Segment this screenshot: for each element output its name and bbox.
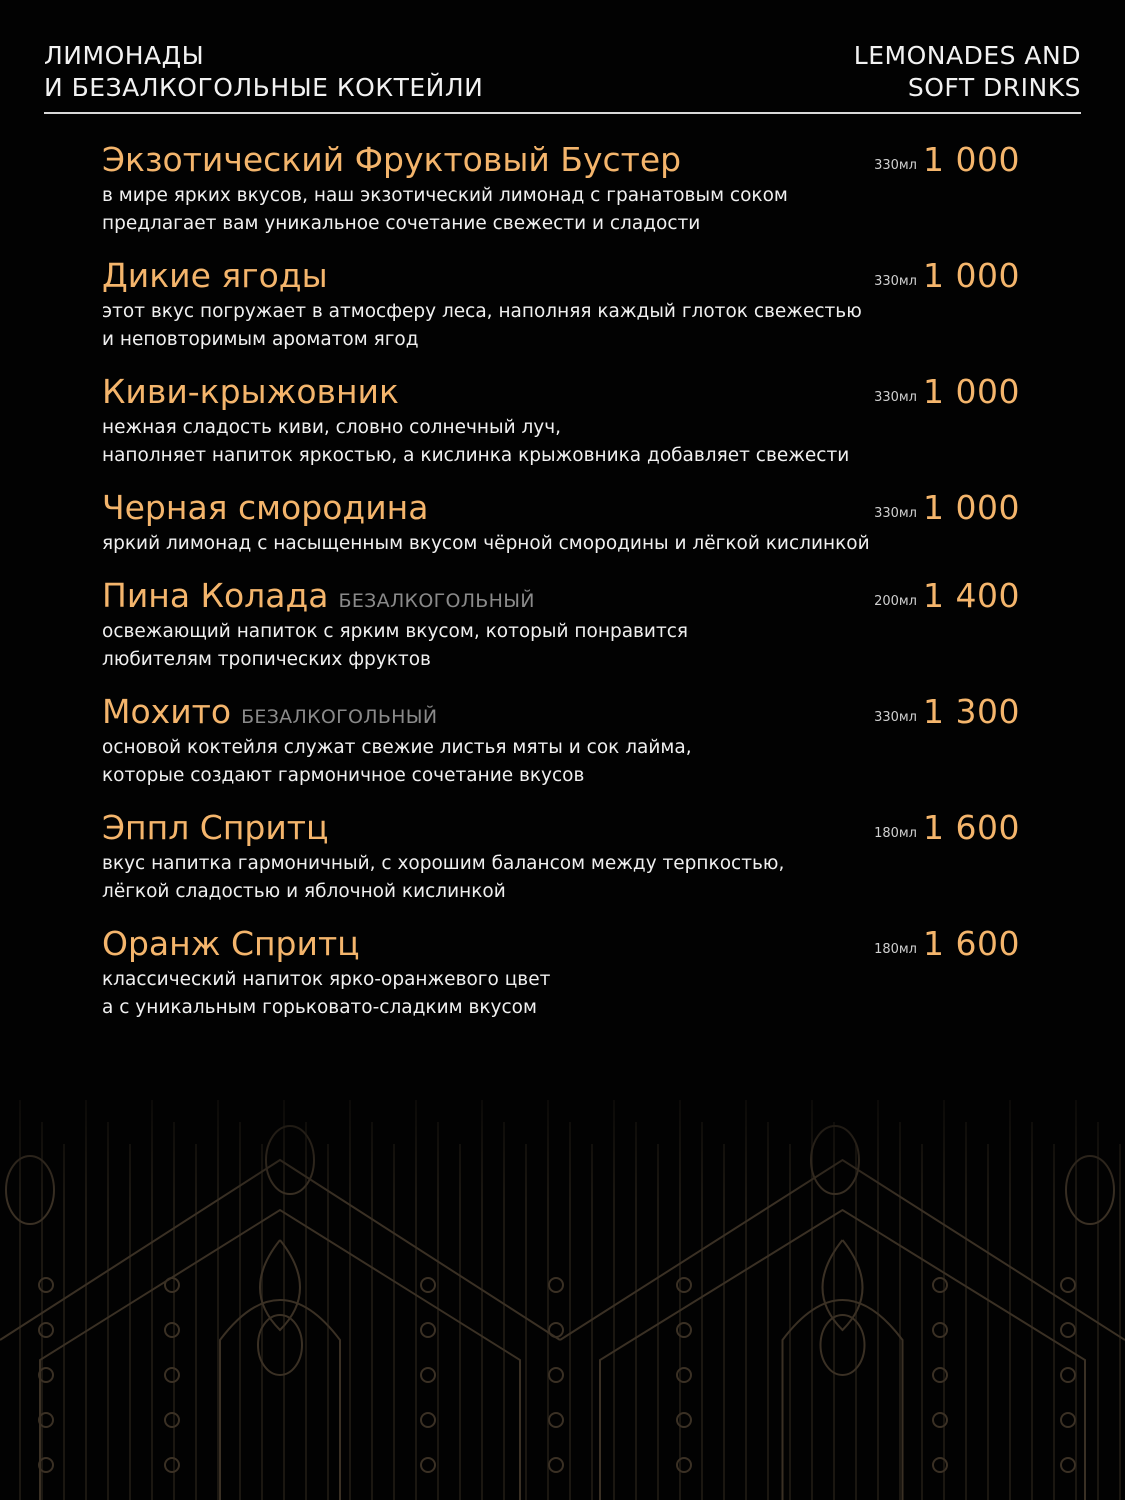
item-price: 1 000: [923, 256, 1020, 295]
item-description: [102, 298, 1020, 354]
menu-item-head: [102, 254, 1020, 298]
item-volume: 330мл: [874, 390, 917, 405]
item-description-line: этот вкус погружает в атмосферу леса, наполняя каждый глоток свежестью: [102, 301, 862, 322]
item-description: [102, 530, 1020, 558]
section-title-ru: [44, 40, 483, 104]
item-title: [102, 254, 328, 298]
menu-item: [102, 806, 1020, 922]
menu-item: [102, 138, 1020, 254]
menu-item: [102, 690, 1020, 806]
section-title-en-line: LEMONADES AND: [853, 41, 1081, 70]
menu-item-head: [102, 486, 1020, 530]
menu-item-head: [102, 138, 1020, 182]
item-description-line: основой коктейля служат свежие листья мяты и сок лайма,: [102, 737, 692, 758]
item-description-line: наполняет напиток яркостью, а кислинка крыжовника добавляет свежести: [102, 445, 850, 466]
item-description: [102, 850, 1020, 906]
item-title: [102, 690, 437, 739]
menu-item: [102, 922, 1020, 1038]
section-title-en: [854, 40, 1081, 104]
item-description-line: любителям тропических фруктов: [102, 649, 431, 670]
menu-item-head: [102, 574, 1020, 618]
item-volume: 330мл: [874, 506, 917, 521]
item-description-line: предлагает вам уникальное сочетание свежести и сладости: [102, 213, 701, 234]
item-description: [102, 182, 1020, 238]
item-price: 1 000: [923, 488, 1020, 527]
item-price: 1 600: [923, 924, 1020, 963]
item-description-line: которые создают гармоничное сочетание вкусов: [102, 765, 585, 786]
menu-item-head: [102, 370, 1020, 414]
item-volume: 330мл: [874, 710, 917, 725]
item-description: [102, 618, 1020, 674]
decorative-ornament: [0, 1040, 1125, 1500]
item-volume: 180мл: [874, 826, 917, 841]
item-name: Киви-крыжовник: [102, 372, 399, 411]
menu-item: [102, 370, 1020, 486]
item-description: [102, 966, 1020, 1022]
item-price: 1 300: [923, 692, 1020, 731]
item-note: БЕЗАЛКОГОЛЬНЫЙ: [338, 590, 535, 612]
menu-item: [102, 574, 1020, 690]
drinks-list: [102, 138, 1020, 1038]
menu-item-head: [102, 806, 1020, 850]
item-title: [102, 806, 328, 850]
item-name: Черная смородина: [102, 488, 429, 527]
item-volume: 330мл: [874, 274, 917, 289]
item-name: Экзотический Фруктовый Бустер: [102, 140, 682, 179]
item-description-line: нежная сладость киви, словно солнечный луч,: [102, 417, 562, 438]
item-price: 1 000: [923, 140, 1020, 179]
item-title: [102, 486, 428, 530]
item-title: [102, 370, 399, 414]
section-title-ru-line: И БЕЗАЛКОГОЛЬНЫЕ КОКТЕЙЛИ: [44, 73, 484, 102]
item-description-line: вкус напитка гармоничный, с хорошим балансом между терпкостью,: [102, 853, 785, 874]
menu-item-head: [102, 690, 1020, 734]
item-description-line: а с уникальным горьковато-сладким вкусом: [102, 997, 537, 1018]
item-price: 1 600: [923, 808, 1020, 847]
item-name: Эппл Спритц: [102, 808, 329, 847]
item-title: [102, 574, 535, 623]
item-volume: 200мл: [874, 594, 917, 609]
item-title: [102, 138, 681, 182]
section-title-en-line: SOFT DRINKS: [907, 73, 1081, 102]
item-title: [102, 922, 360, 966]
menu-item-head: [102, 922, 1020, 966]
item-price: 1 400: [923, 576, 1020, 615]
item-name: Дикие ягоды: [102, 256, 328, 295]
item-description-line: яркий лимонад с насыщенным вкусом чёрной смородины и лёгкой кислинкой: [102, 533, 870, 554]
item-volume: 330мл: [874, 158, 917, 173]
item-name: Оранж Спритц: [102, 924, 360, 963]
item-description-line: классический напиток ярко-оранжевого цвет: [102, 969, 551, 990]
menu-item: [102, 486, 1020, 574]
item-name: Пина Колада: [102, 576, 329, 615]
item-description-line: лёгкой сладостью и яблочной кислинкой: [102, 881, 506, 902]
item-price: 1 000: [923, 372, 1020, 411]
item-volume: 180мл: [874, 942, 917, 957]
section-title-ru-line: ЛИМОНАДЫ: [44, 41, 205, 70]
item-name: Мохито: [102, 692, 232, 731]
item-note: БЕЗАЛКОГОЛЬНЫЙ: [241, 706, 438, 728]
item-description: [102, 734, 1020, 790]
item-description-line: и неповторимым ароматом ягод: [102, 329, 419, 350]
menu-item: [102, 254, 1020, 370]
menu-header: [44, 40, 1081, 114]
item-description: [102, 414, 1020, 470]
item-description-line: освежающий напиток с ярким вкусом, который понравится: [102, 621, 689, 642]
item-description-line: в мире ярких вкусов, наш экзотический лимонад с гранатовым соком: [102, 185, 788, 206]
